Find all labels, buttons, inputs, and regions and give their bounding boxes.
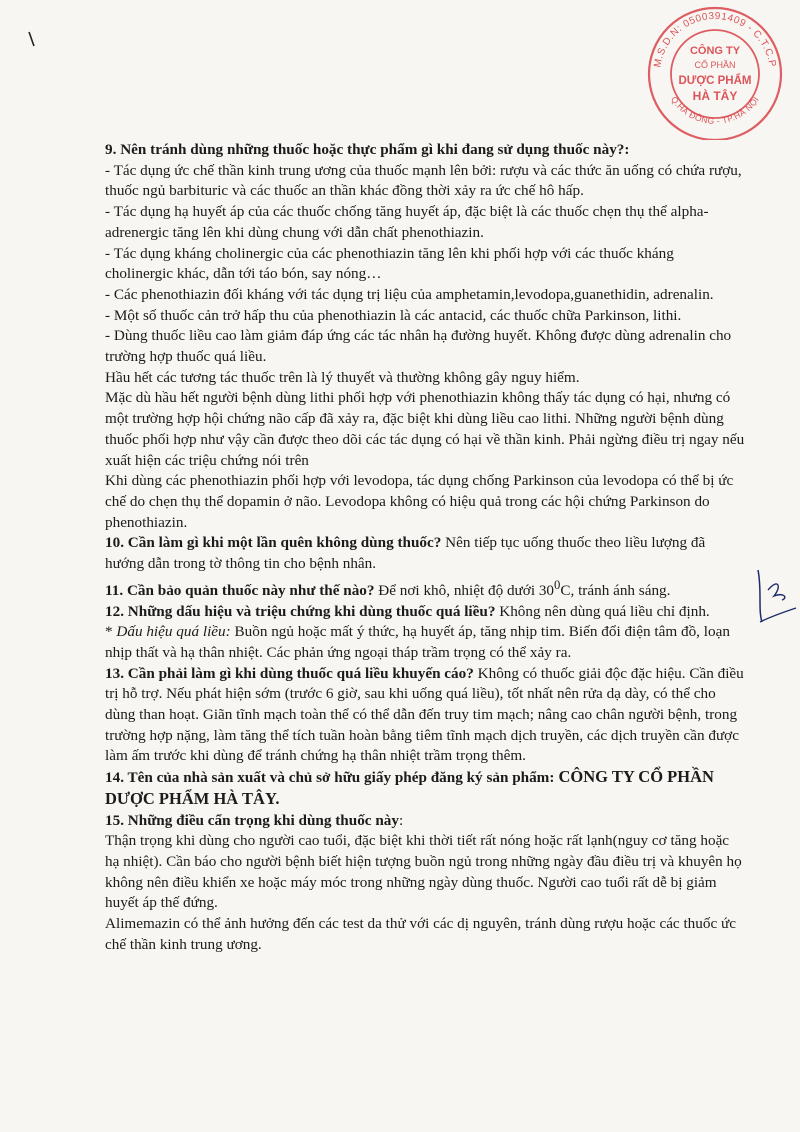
- stamp-bottom-text: Q.HÀ ĐÔNG - TP.HÀ NỘI: [668, 94, 762, 126]
- section-11-answer-end: C, tránh ánh sáng.: [560, 581, 671, 599]
- section-10-answer: Nên tiếp tục uống thuốc theo liều lượng đã hướng dẫn trong tờ thông tin cho bệnh nhân.: [105, 534, 706, 573]
- section-12: [105, 602, 745, 623]
- section-13-answer: Không có thuốc giải độc đặc hiệu. Cần điều trị hỗ trợ. Nếu phát hiện sớm (trước 6 giờ, sau khi uống quá liều), tốt nhất nên rửa dạ dày, có thể cho dùng than hoạt. Giãn tĩnh mạch toàn thể có thể dẫn đến truy tim mạch; nâng cao chân người bệnh, trong trường hợp nặng, làm tăng thể tích tuần hoàn bằng tiêm tĩnh mạch dịch truyền, các dịch truyền cần được làm ấm trước khi dùng để tránh chứng hạ thân nhiệt trầm trọng thêm.: [105, 664, 744, 765]
- handwritten-initial: [752, 560, 798, 650]
- section-11-answer: Để nơi khô, nhiệt độ dưới 30: [374, 581, 555, 599]
- section-15-colon: :: [398, 811, 404, 829]
- section-15-heading-line: [105, 811, 745, 832]
- section-10: [105, 533, 745, 574]
- section-9-para-1: - Tác dụng ức chế thần kinh trung ương của thuốc mạnh lên bởi: rượu và các thức ăn uống có chứa rượu, thuốc ngủ barbituric và các thuốc an thần khác đồng thời xảy ra ức chế hô hấp.: [105, 161, 742, 200]
- overdose-signs-detail: Buồn ngủ hoặc mất ý thức, hạ huyết áp, tăng nhịp tim. Biến đổi điện tâm đồ, loạn nhịp thất và hạ thân nhiệt. Các phản ứng ngoại tháp trầm trọng có thể xảy ra.: [105, 623, 730, 661]
- stamp-line-3: DƯỢC PHẨM: [678, 75, 752, 87]
- section-14-answer: CÔNG TY CỔ PHẦN DƯỢC PHẨM HÀ TÂY.: [105, 767, 714, 808]
- section-14: [105, 767, 745, 810]
- section-9-para-8: Mặc dù hầu hết người bệnh dùng lithi phối hợp với phenothiazin không thấy tác dụng có hại, nhưng có một trường hợp hội chứng não cấp đã xảy ra, đặc biệt khi dùng liều cao lithi. Những người bệnh dùng thuốc phối hợp như vậy cần được theo dõi các tác dụng có hại về thần kinh. Phải ngừng điều trị ngay nếu xuất hiện các triệu chứng nói trên: [105, 389, 745, 469]
- pen-mark: [26, 30, 36, 48]
- stamp-ring-text: M.S.D.N: 0500391409 - C.T.C.P: [652, 10, 778, 69]
- section-9-para-3: - Tác dụng kháng cholinergic của các phenothiazin tăng lên khi phối hợp với các thuốc kháng cholinergic khác, dẫn tới táo bón, say nóng…: [105, 244, 674, 283]
- degree-superscript: 0: [554, 577, 561, 592]
- section-9-heading: 9. Nên tránh dùng những thuốc hoặc thực phẩm gì khi đang sử dụng thuốc này?:: [105, 141, 630, 158]
- section-15-para-1: Thận trọng khi dùng cho người cao tuổi, đặc biệt khi thời tiết rất nóng hoặc rất lạnh(nguy cơ tăng hoặc hạ nhiệt). Cần báo cho người bệnh biết hiện tượng buồn ngủ trong những ngày đầu điều trị và khuyên họ không nên điều khiển xe hoặc máy móc trong những ngày dùng thuốc. Người cao tuổi rất dễ bị giảm huyết áp thế đứng.: [105, 832, 742, 912]
- section-11: [105, 575, 745, 602]
- section-9-para-4: - Các phenothiazin đối kháng với tác dụng trị liệu của amphetamin,levodopa,guanethidin, adrenalin.: [105, 285, 714, 303]
- stamp-line-1: CÔNG TY: [689, 45, 741, 57]
- overdose-signs-label: Dấu hiệu quá liều:: [116, 623, 231, 641]
- stamp-line-4: HÀ TÂY: [692, 89, 738, 103]
- stamp-line-2: CỔ PHẦN: [694, 60, 736, 70]
- section-15-heading: 15. Những điều cẩn trọng khi dùng thuốc này: [105, 811, 399, 829]
- leaflet-text: [105, 140, 745, 955]
- section-9-para-9: Khi dùng các phenothiazin phối hợp với levodopa, tác dụng chống Parkinson của levodopa có thể bị ức chế do chẹn thụ thể dopamin ở não. Levodopa không có hiệu quả trong các hội chứng Parkinson do phenothiazin.: [105, 472, 734, 531]
- section-14-heading: 14. Tên của nhà sản xuất và chủ sở hữu giấy phép đăng ký sản phẩm:: [105, 769, 555, 787]
- section-13-heading: 13. Cần phải làm gì khi dùng thuốc quá liều khuyến cáo?: [105, 664, 474, 682]
- section-13: [105, 664, 745, 768]
- section-10-heading: 10. Cần làm gì khi một lần quên không dùng thuốc?: [105, 534, 442, 552]
- section-12-overdose-signs: [105, 622, 745, 663]
- section-9-para-6: - Dùng thuốc liều cao làm giảm đáp ứng các tác nhân hạ đường huyết. Không được dùng adrenalin cho trường hợp thuốc quá liều.: [105, 327, 732, 366]
- section-12-heading: 12. Những dấu hiệu và triệu chứng khi dùng thuốc quá liều?: [105, 602, 496, 620]
- section-9-para-7: Hầu hết các tương tác thuốc trên là lý thuyết và thường không gây nguy hiểm.: [105, 368, 580, 386]
- section-9-para-2: - Tác dụng hạ huyết áp của các thuốc chống tăng huyết áp, đặc biệt là các thuốc chẹn thụ thể alpha-adrenergic tăng lên khi dùng chung với dẫn chất phenothiazin.: [105, 203, 709, 241]
- section-15-para-2: Alimemazin có thể ảnh hưởng đến các test da thử với các dị nguyên, tránh dùng rượu hoặc các thuốc ức chế thần kinh trung ương.: [105, 915, 736, 953]
- section-12-answer: Không nên dùng quá liều chỉ định.: [495, 602, 710, 620]
- section-11-heading: 11. Cần bảo quản thuốc này như thế nào?: [105, 581, 375, 599]
- bullet-star: *: [105, 623, 117, 641]
- company-stamp: [638, 4, 792, 140]
- section-9-para-5: - Một số thuốc cản trở hấp thu của phenothiazin là các antacid, các thuốc chữa Parkinson, lithi.: [105, 306, 682, 324]
